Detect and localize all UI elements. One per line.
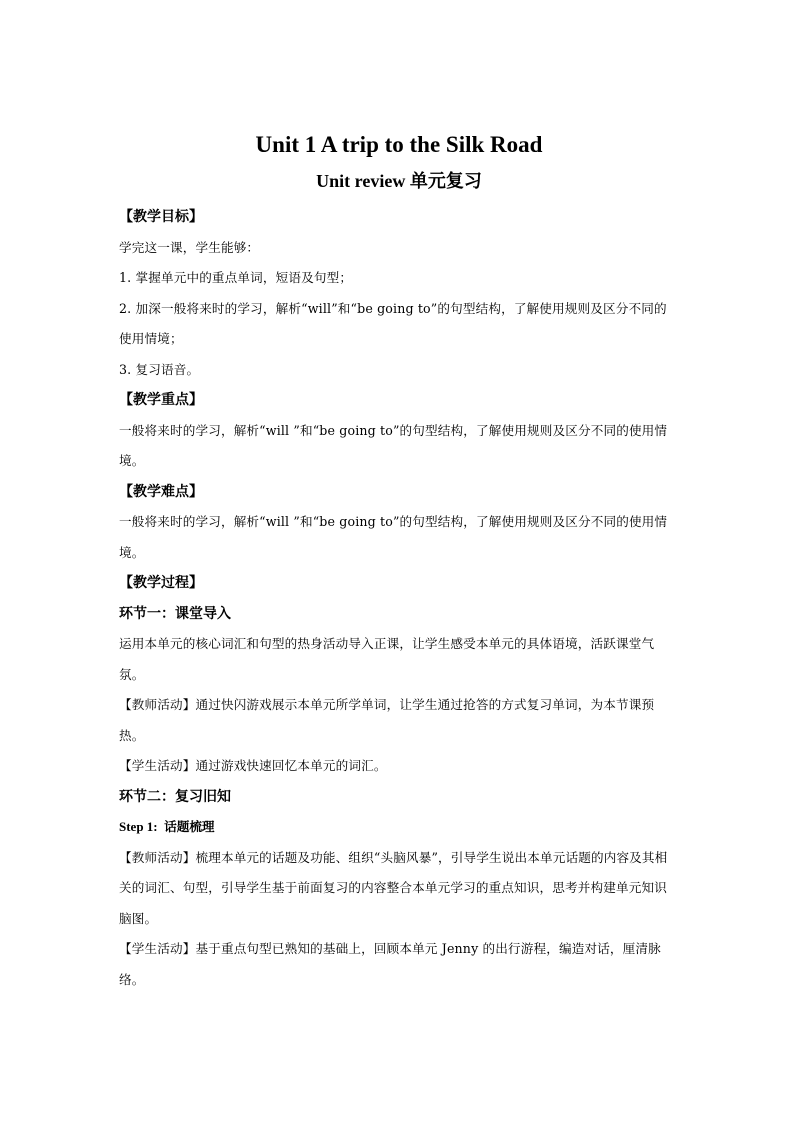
section-heading-goals: 【教学目标】 bbox=[119, 209, 203, 225]
part1-heading: 环节一：课堂导入 bbox=[119, 605, 231, 622]
part1-teacher-activity: 【教师活动】通过快闪游戏展示本单元所学单词，让学生通过抢答的方式复习单词，为本节课预热。 bbox=[119, 697, 655, 743]
section-heading-process: 【教学过程】 bbox=[119, 575, 203, 591]
difficulties-text: 一般将来时的学习，解析“will ”和“be going to”的句型结构，了解使用规则及区分不同的使用情境。 bbox=[119, 514, 668, 560]
document-title: Unit 1 A trip to the Silk Road bbox=[255, 132, 543, 157]
part1-text: 运用本单元的核心词汇和句型的热身活动导入正课，让学生感受本单元的具体语境，活跃课堂气氛。 bbox=[119, 636, 655, 682]
goal-item: 1. 掌握单元中的重点单词，短语及句型； bbox=[119, 270, 353, 285]
section-heading-key-points: 【教学重点】 bbox=[119, 392, 203, 408]
part2-student-activity: 【学生活动】基于重点句型已熟知的基础上，回顾本单元 Jenny 的出行游程，编造对话，厘清脉络。 bbox=[119, 941, 661, 987]
step1-label: Step 1: bbox=[119, 819, 158, 834]
part1-student-activity: 【学生活动】通过游戏快速回忆本单元的词汇。 bbox=[119, 758, 387, 773]
part2-teacher-activity: 【教师活动】梳理本单元的话题及功能、组织“头脑风暴”，引导学生说出本单元话题的内容及其相关的词汇、句型，引导学生基于前面复习的内容整合本单元学习的重点知识，思考并构建单元知识脑图。 bbox=[119, 849, 668, 926]
document-body bbox=[119, 128, 679, 995]
goals-intro: 学完这一课，学生能够： bbox=[119, 239, 260, 255]
part2-heading: 环节二：复习旧知 bbox=[119, 788, 231, 805]
document-subtitle: Unit review 单元复习 bbox=[316, 171, 482, 191]
key-points-text: 一般将来时的学习，解析“will ”和“be going to”的句型结构，了解使用规则及区分不同的使用情境。 bbox=[119, 422, 668, 468]
step1-heading bbox=[119, 812, 679, 843]
goal-item: 3. 复习语音。 bbox=[119, 361, 200, 377]
goal-item: 2. 加深一般将来时的学习，解析“will”和“be going to”的句型结构，了解使用规则及区分不同的使用情境； bbox=[119, 300, 667, 346]
step1-title: 话题梳理 bbox=[164, 819, 215, 834]
section-heading-difficulties: 【教学难点】 bbox=[119, 483, 203, 500]
